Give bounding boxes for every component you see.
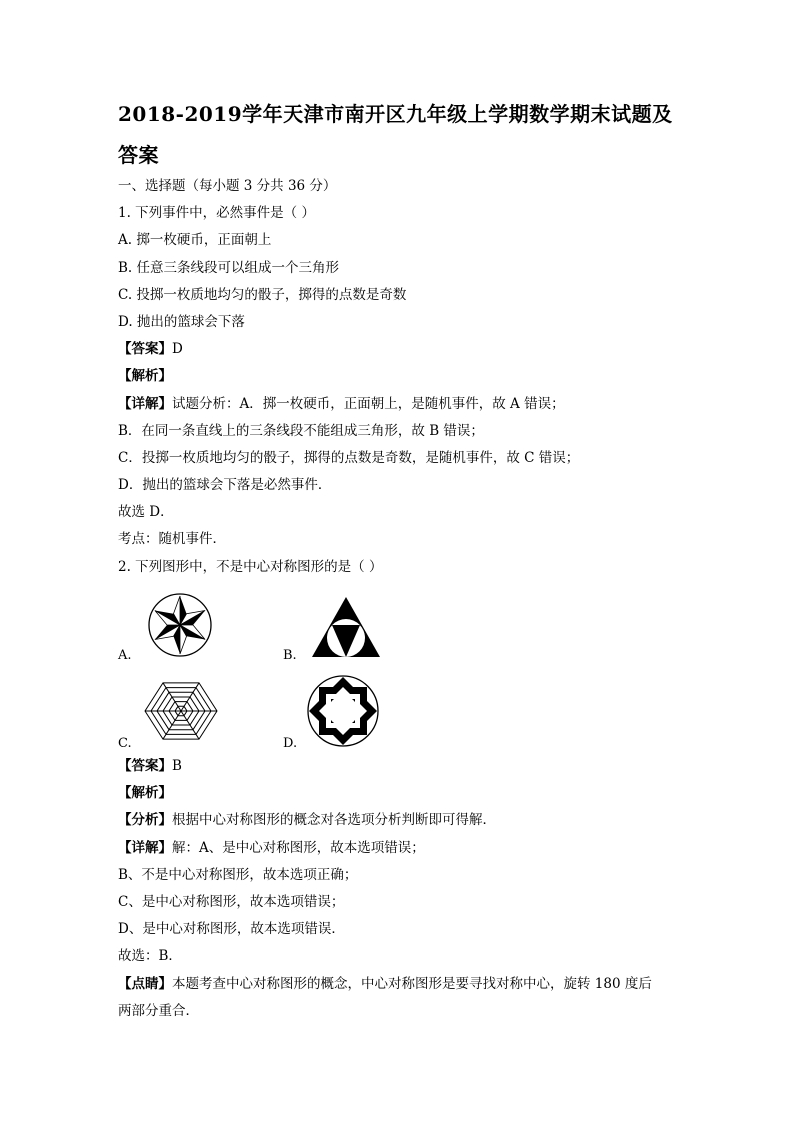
text-line xyxy=(118,173,579,200)
figure-d-octagram-in-circle xyxy=(305,675,381,747)
option-a-label: A. xyxy=(118,648,132,663)
line-text: 故选 D． xyxy=(118,504,174,521)
text-line xyxy=(118,255,579,282)
figure-a-star-in-circle xyxy=(146,590,214,660)
line-text: B．在同一条直线上的三条线段不能组成三角形，故 B 错误； xyxy=(118,422,484,439)
question-1-block xyxy=(118,173,579,581)
line-text: 2. 下列图形中，不是中心对称图形的是（ ） xyxy=(118,558,383,575)
line-text: 试题分析：A．掷一枚硬币，正面朝上，是随机事件，故 A 错误； xyxy=(172,395,565,412)
line-text: 解：A、是中心对称图形，故本选项错误； xyxy=(172,839,425,856)
line-text: 一、选择题（每小题 3 分共 36 分） xyxy=(118,178,337,194)
line-text: 根据中心对称图形的概念对各选项分析判断即可得解． xyxy=(172,812,496,829)
section-tag: 【详解】 xyxy=(118,395,172,412)
text-line xyxy=(118,780,652,807)
line-text: 本题考查中心对称图形的概念，中心对称图形是要寻找对称中心，旋转 180 度后 xyxy=(172,975,652,992)
line-text: C. 投掷一枚质地均匀的骰子，掷得的点数是奇数 xyxy=(118,286,407,303)
section-tag: 【解析】 xyxy=(118,785,172,802)
text-line xyxy=(118,472,579,499)
text-line xyxy=(118,835,652,862)
text-line xyxy=(118,363,579,390)
document-title-line2: 答案 xyxy=(118,143,159,167)
section-tag: 【解析】 xyxy=(118,368,172,385)
line-text: D．抛出的篮球会下落是必然事件． xyxy=(118,477,332,494)
line-text: 考点：随机事件． xyxy=(118,531,226,548)
figure-b-triangle xyxy=(310,595,382,659)
line-text: B. 任意三条线段可以组成一个三角形 xyxy=(118,259,340,276)
line-text: A. 掷一枚硬币，正面朝上 xyxy=(118,232,272,249)
section-tag: 【答案】 xyxy=(118,758,172,774)
text-line xyxy=(118,499,579,526)
figure-c-hexagon-web xyxy=(143,678,219,744)
text-line xyxy=(118,998,652,1025)
document-title-line1: 2018-2019学年天津市南开区九年级上学期数学期末试题及 xyxy=(118,102,673,126)
line-text: 1. 下列事件中，必然事件是（ ） xyxy=(118,205,315,222)
text-line xyxy=(118,200,579,227)
text-line xyxy=(118,554,579,581)
text-line xyxy=(118,916,652,943)
text-line xyxy=(118,309,579,336)
text-line xyxy=(118,971,652,998)
option-b-label: B. xyxy=(283,648,297,663)
line-text: D xyxy=(172,341,183,358)
text-line xyxy=(118,526,579,553)
text-line xyxy=(118,227,579,254)
text-line xyxy=(118,391,579,418)
text-line xyxy=(118,282,579,309)
text-line xyxy=(118,889,652,916)
text-line xyxy=(118,445,579,472)
line-text: B xyxy=(172,758,182,774)
text-line xyxy=(118,862,652,889)
text-line xyxy=(118,418,579,445)
line-text: C．投掷一枚质地均匀的骰子，掷得的点数是奇数，是随机事件，故 C 错误； xyxy=(118,449,580,466)
line-text: D、是中心对称图形，故本选项错误． xyxy=(118,921,345,938)
section-tag: 【分析】 xyxy=(118,812,172,829)
section-tag: 【详解】 xyxy=(118,839,172,856)
line-text: C、是中心对称图形，故本选项错误； xyxy=(118,893,345,910)
section-tag: 【点睛】 xyxy=(118,975,172,992)
option-d-label: D. xyxy=(283,736,298,751)
question-2-answer-block xyxy=(118,753,652,1025)
line-text: 故选：B． xyxy=(118,948,182,965)
option-c-label: C. xyxy=(118,736,132,751)
line-text: D. 抛出的篮球会下落 xyxy=(118,313,245,330)
text-line xyxy=(118,943,652,970)
line-text: 两部分重合． xyxy=(118,1002,199,1019)
section-tag: 【答案】 xyxy=(118,341,172,358)
text-line xyxy=(118,753,652,780)
text-line xyxy=(118,807,652,834)
text-line xyxy=(118,336,579,363)
line-text: B、不是中心对称图形，故本选项正确； xyxy=(118,866,358,883)
